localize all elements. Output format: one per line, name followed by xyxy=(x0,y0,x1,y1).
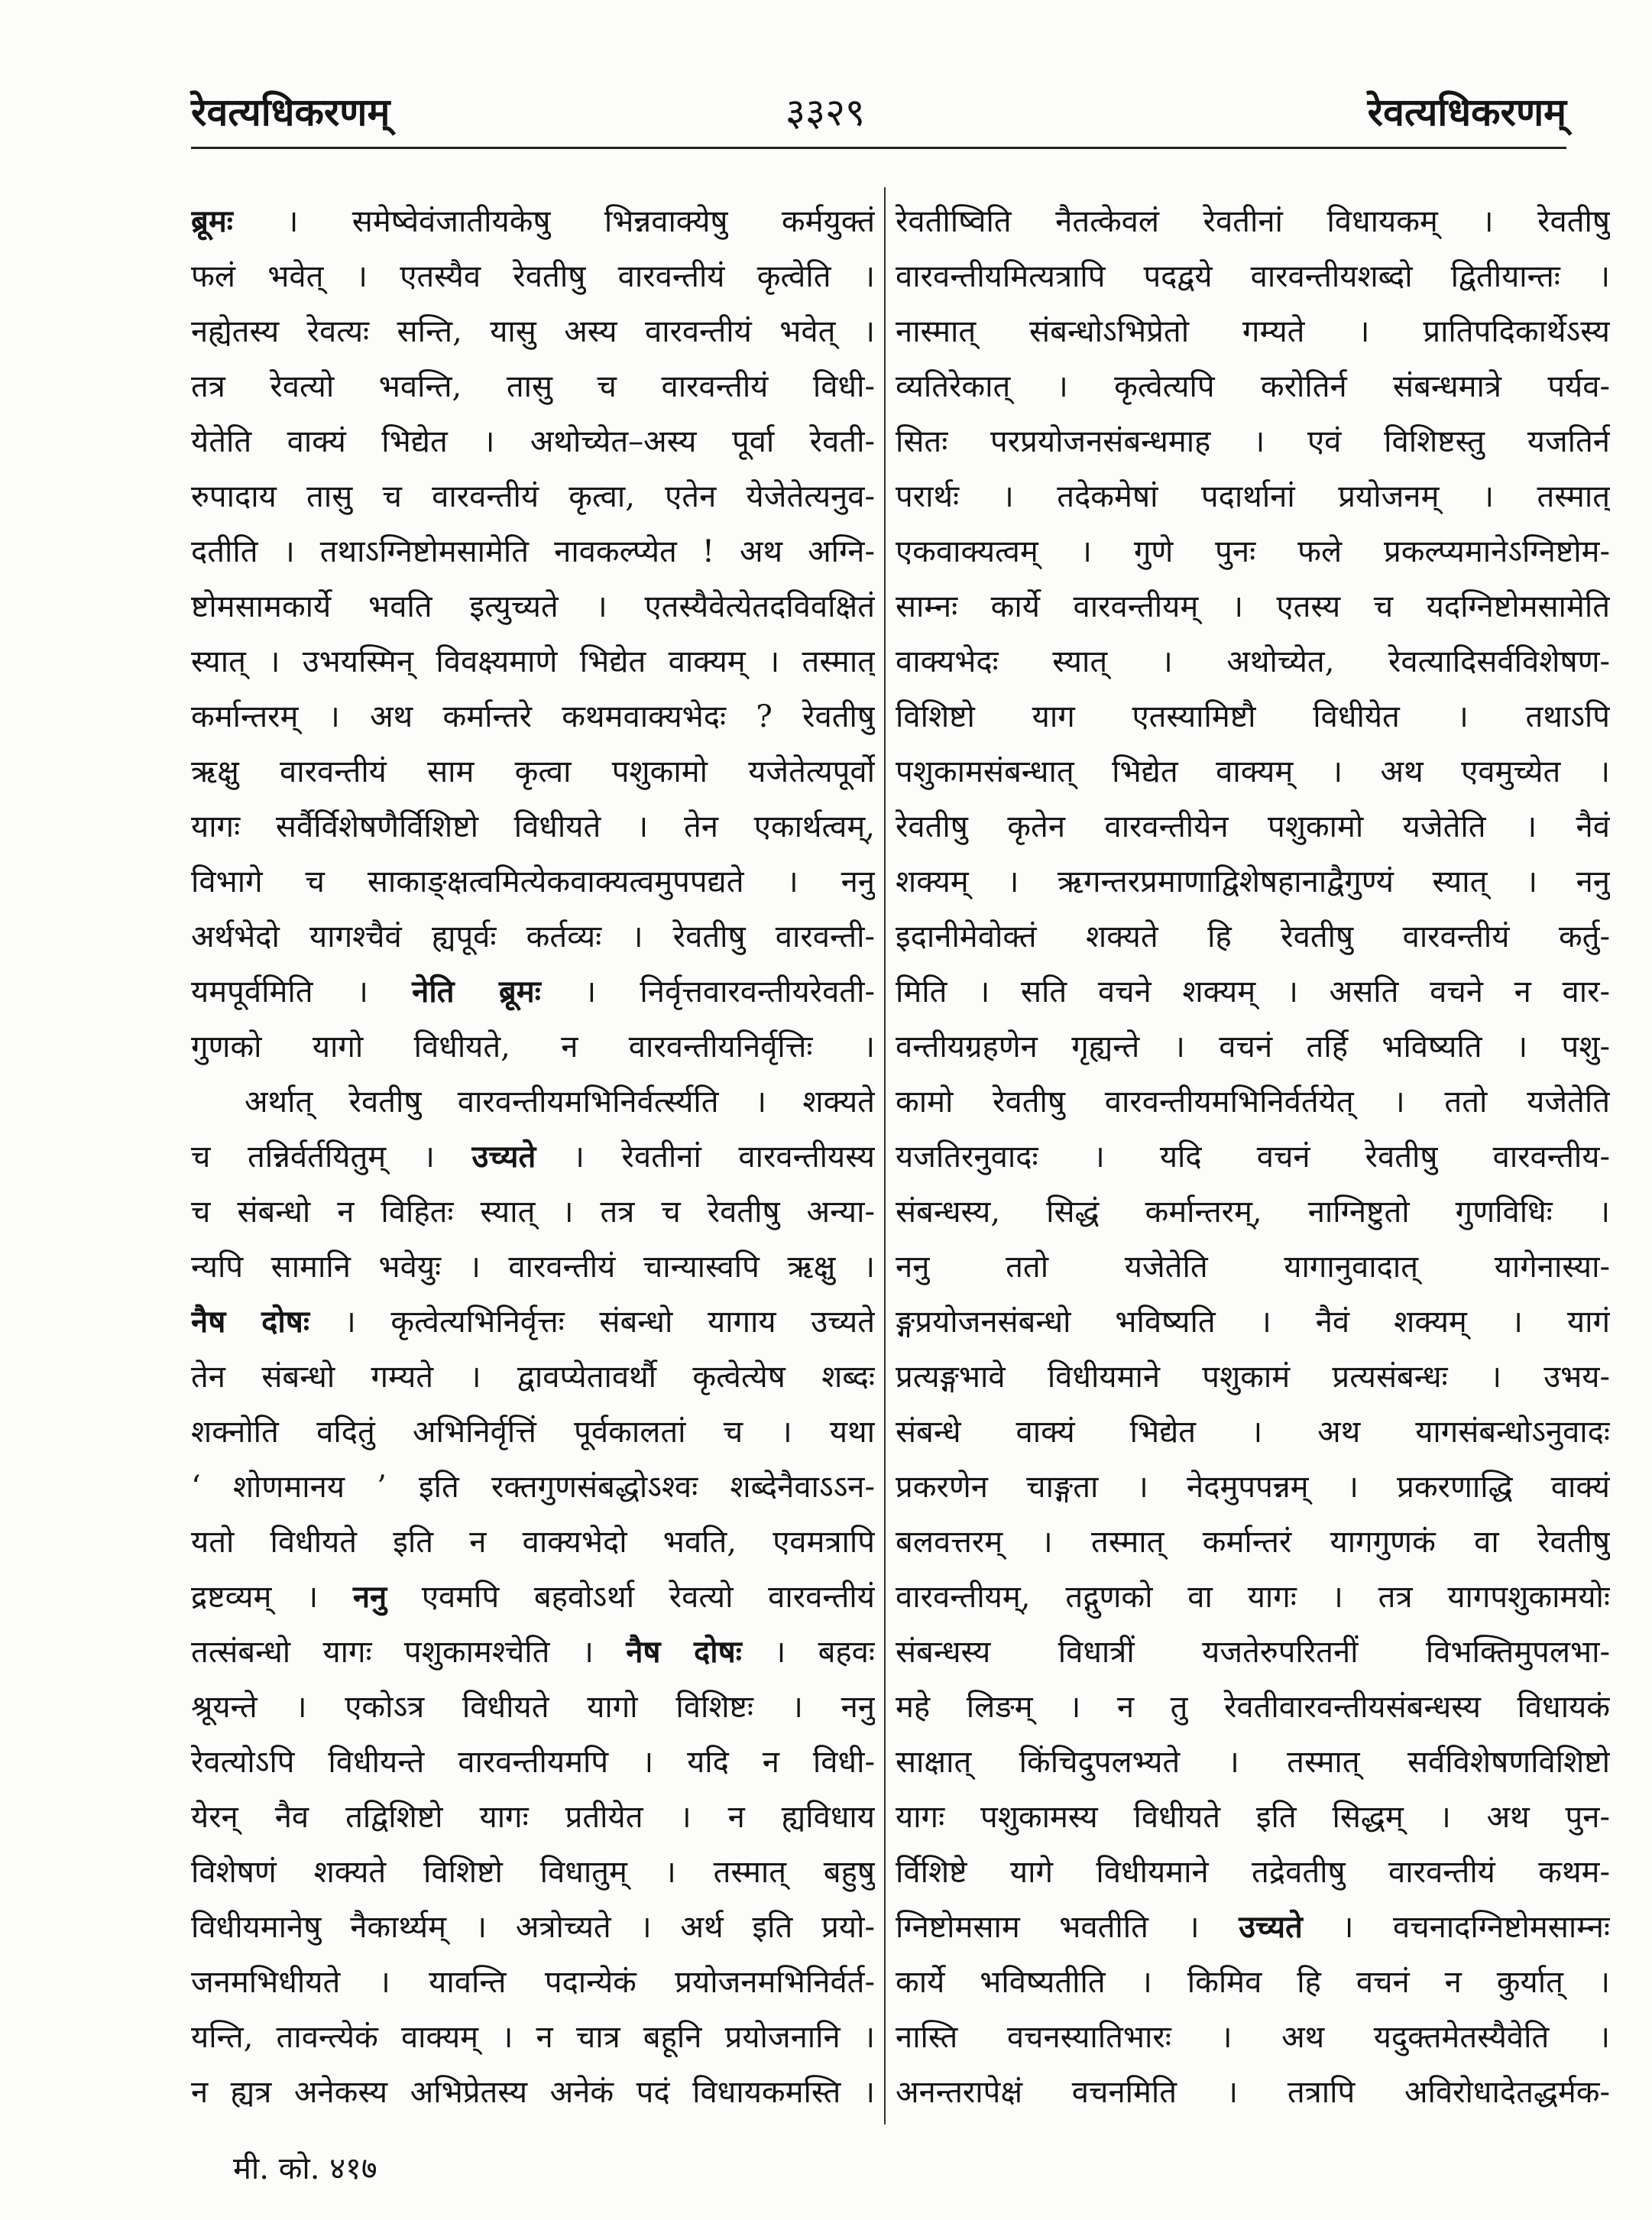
line-text: विधीयमानेषु नैकार्थ्यम् । अत्रोच्यते । अर्थ इति प्रयो- xyxy=(191,1910,875,1945)
line-text: तेन संबन्धो गम्यते । द्वावप्येतावर्थौ कृत्वेत्येष शब्दः xyxy=(191,1360,875,1395)
right-text-line xyxy=(896,1074,1610,1129)
footer-signature: मी. को. ४१७ xyxy=(233,2151,377,2186)
line-text: विभागे च साकाङ्क्षत्वमित्येकवाक्यत्वमुपपद्यते । ननु xyxy=(191,864,875,899)
left-text-line xyxy=(191,1680,875,1735)
line-text: साम्नः कार्ये वारवन्तीयम् । एतस्य च यदग्निष्टोमसामेति xyxy=(896,589,1610,624)
line-text: वाक्यभेदः स्यात् । अथोच्येत, रेवत्यादिसर्वविशेषण- xyxy=(896,644,1610,679)
left-text-line xyxy=(191,1460,875,1515)
line-text: फलं भवेत् । एतस्यैव रेवतीषु वारवन्तीयं कृत्वेति । xyxy=(191,259,875,294)
right-text-line xyxy=(896,469,1610,524)
line-text: रेवत्योऽपि विधीयन्ते वारवन्तीयमपि । यदि न विधी- xyxy=(191,1745,875,1780)
line-text: न ह्यत्र अनेकस्य अभिप्रेतस्य अनेकं पदं विधायकमस्ति । xyxy=(191,2075,875,2110)
left-text-line xyxy=(191,1350,875,1405)
line-text: इदानीमेवोक्तं शक्यते हि रेवतीषु वारवन्तीयं कर्तु- xyxy=(896,919,1610,954)
right-text-line xyxy=(896,1350,1610,1405)
right-text-line xyxy=(896,744,1610,799)
line-text: स्यात् । उभयस्मिन् विवक्ष्यमाणे भिद्येत वाक्यम् । तस्मात् xyxy=(191,644,875,679)
line-text: च संबन्धो न विहितः स्यात् । तत्र च रेवतीषु अन्या- xyxy=(191,1194,875,1230)
line-text: यमपूर्वमिति । xyxy=(191,974,413,1010)
left-text-column xyxy=(191,194,875,2120)
line-text: संबन्धस्य, सिद्धं कर्मान्तरम्, नाग्निष्टुतो गुणविधिः । xyxy=(896,1194,1610,1230)
left-text-line xyxy=(191,469,875,524)
line-text: तत्र रेवत्यो भवन्ति, तासु च वारवन्तीयं विधी- xyxy=(191,369,875,404)
left-text-line xyxy=(191,1185,875,1240)
right-text-line xyxy=(896,524,1610,579)
line-text: व्यतिरेकात् । कृत्वेत्यपि करोतिर्न संबन्धमात्रे पर्यव- xyxy=(896,369,1610,404)
line-text: जनमभिधीयते । यावन्ति पदान्येकं प्रयोजनमभिनिर्वर्त- xyxy=(191,1965,875,2000)
left-text-line xyxy=(191,744,875,799)
left-text-line xyxy=(191,1955,875,2010)
line-text: । निर्वृत्तवारवन्तीयरेवती- xyxy=(540,974,875,1010)
bold-term: नेति ब्रूमः xyxy=(412,974,541,1010)
line-text: यागः पशुकामस्य विधीयते इति सिद्धम् । अथ पुन- xyxy=(896,1800,1610,1835)
line-text: एकवाक्यत्वम् । गुणे पुनः फले प्रकल्प्यमानेऽग्निष्टोम- xyxy=(896,534,1610,569)
left-text-line xyxy=(191,634,875,689)
left-text-line xyxy=(191,1240,875,1295)
page-number: ३३२९ xyxy=(786,90,865,134)
right-text-line xyxy=(896,1295,1610,1350)
left-text-line xyxy=(191,1295,875,1350)
left-text-line xyxy=(191,799,875,854)
left-text-line xyxy=(191,194,875,249)
header-rule xyxy=(191,147,1566,149)
left-text-line xyxy=(191,1515,875,1570)
right-text-line xyxy=(896,304,1610,359)
line-text: अर्थात् रेवतीषु वारवन्तीयमभिनिर्वर्त्स्यति । शक्यते xyxy=(245,1084,875,1120)
left-text-line xyxy=(191,579,875,634)
right-text-line xyxy=(896,634,1610,689)
left-text-line xyxy=(191,689,875,744)
line-text: परार्थः । तदेकमेषां पदार्थानां प्रयोजनम् । तस्मात् xyxy=(896,479,1610,514)
line-text: द्रष्टव्यम् । xyxy=(191,1580,353,1615)
line-text: ग्निष्टोमसाम भवतीति । xyxy=(896,1910,1239,1945)
line-text: रुपादाय तासु च वारवन्तीयं कृत्वा, एतेन येजेतेत्यनुव- xyxy=(191,479,875,514)
line-text: ‘ शोणमानय ’ इति रक्तगुणसंबद्धोऽश्वः शब्देनैवाऽऽन- xyxy=(191,1470,875,1505)
line-text: ङ्गप्रयोजनसंबन्धो भविष्यति । नैवं शक्यम् । यागं xyxy=(896,1304,1610,1340)
right-text-line xyxy=(896,1460,1610,1515)
right-text-line xyxy=(896,799,1610,854)
left-text-line xyxy=(191,1019,875,1074)
left-text-line xyxy=(191,249,875,304)
left-text-line xyxy=(191,1790,875,1845)
right-text-line xyxy=(896,1735,1610,1790)
line-text: गुणको यागो विधीयते, न वारवन्तीयनिर्वृत्तिः । xyxy=(191,1029,875,1065)
line-text: ननु ततो यजेतेति यागानुवादात् यागेनास्या- xyxy=(896,1249,1610,1285)
right-text-line xyxy=(896,1185,1610,1240)
left-text-line xyxy=(191,909,875,964)
left-text-line xyxy=(191,1625,875,1680)
line-text: श्रूयन्ते । एकोऽत्र विधीयते यागो विशिष्टः । ननु xyxy=(191,1690,875,1725)
line-text: । बहवः xyxy=(741,1635,875,1670)
line-text: प्रत्यङ्गभावे विधीयमाने पशुकामं प्रत्यसंबन्धः । उभय- xyxy=(896,1360,1610,1395)
line-text: ष्टोमसामकार्ये भवति इत्युच्यते । एतस्यैवेत्येतदविवक्षितं xyxy=(191,589,875,624)
left-text-line xyxy=(191,964,875,1019)
line-text: कर्मान्तरम् । अथ कर्मान्तरे कथमवाक्यभेदः ? रेवतीषु xyxy=(191,699,875,734)
right-text-line xyxy=(896,689,1610,744)
right-text-line xyxy=(896,1570,1610,1625)
line-text: ऋक्षु वारवन्तीयं साम कृत्वा पशुकामो यजेतेत्यपूर्वो xyxy=(191,754,875,789)
line-text: । रेवतीनां वारवन्तीयस्य xyxy=(536,1139,875,1175)
running-title-right: रेवत्यधिकरणम् xyxy=(1367,89,1566,134)
line-text: मिति । सति वचने शक्यम् । असति वचने न वार- xyxy=(896,974,1610,1010)
line-text: वारवन्तीयमित्यत्रापि पदद्वये वारवन्तीयशब्दो द्वितीयान्तः । xyxy=(896,259,1610,294)
bold-term: उच्यते xyxy=(1239,1909,1303,1945)
left-text-line xyxy=(191,1570,875,1625)
line-text: साक्षात् किंचिदुपलभ्यते । तस्मात् सर्वविशेषणविशिष्टो xyxy=(896,1745,1610,1780)
line-text: शक्नोति वदितुं अभिनिर्वृत्तिं पूर्वकालतां च । यथा xyxy=(191,1415,875,1450)
right-text-line xyxy=(896,1845,1610,1900)
left-text-line xyxy=(191,1735,875,1790)
line-text: संबन्धे वाक्यं भिद्येत । अथ यागसंबन्धोऽनुवादः xyxy=(896,1415,1610,1450)
column-divider xyxy=(884,187,886,2124)
line-text: एवमपि बहवोऽर्था रेवत्यो वारवन्तीयं xyxy=(387,1580,875,1615)
left-text-line xyxy=(191,1074,875,1129)
bold-term: नैष दोषः xyxy=(191,1304,309,1340)
line-text: कार्ये भविष्यतीति । किमिव हि वचनं न कुर्यात् । xyxy=(896,1965,1610,2000)
left-text-line xyxy=(191,1845,875,1900)
right-text-line xyxy=(896,359,1610,414)
right-text-line xyxy=(896,249,1610,304)
bold-term: ननु xyxy=(352,1579,387,1615)
right-text-line xyxy=(896,909,1610,964)
line-text: । वचनादग्निष्टोमसाम्नः xyxy=(1302,1910,1610,1945)
line-text: महे लिङम् । न तु रेवतीवारवन्तीयसंबन्धस्य विधायकं xyxy=(896,1690,1610,1725)
line-text: शक्यम् । ऋगन्तरप्रमाणाद्विशेषहानाद्वैगुण्यं स्यात् । ननु xyxy=(896,864,1610,899)
bold-term: ब्रूमः xyxy=(191,203,233,239)
left-text-line xyxy=(191,304,875,359)
line-text: येरन् नैव तद्विशिष्टो यागः प्रतीयेत । न ह्यविधाय xyxy=(191,1800,875,1835)
left-text-line xyxy=(191,414,875,469)
right-text-line xyxy=(896,2010,1610,2065)
left-text-line xyxy=(191,2065,875,2120)
right-text-column xyxy=(896,194,1610,2120)
line-text: विशेषणं शक्यते विशिष्टो विधातुम् । तस्मात् बहुषु xyxy=(191,1855,875,1890)
right-text-line xyxy=(896,1955,1610,2010)
right-text-line xyxy=(896,1515,1610,1570)
line-text: नास्ति वचनस्यातिभारः । अथ यदुक्तमेतस्यैवेति । xyxy=(896,2020,1610,2055)
left-text-line xyxy=(191,1900,875,1955)
right-text-line xyxy=(896,579,1610,634)
right-text-line xyxy=(896,854,1610,909)
left-text-line xyxy=(191,854,875,909)
line-text: यन्ति, तावन्त्येकं वाक्यम् । न चात्र बहूनि प्रयोजनानि । xyxy=(191,2020,875,2055)
line-text: यागः सर्वैर्विशेषणैर्विशिष्टो विधीयते । तेन एकार्थत्वम्, xyxy=(191,809,875,844)
line-text: पशुकामसंबन्धात् भिद्येत वाक्यम् । अथ एवमुच्येत । xyxy=(896,754,1610,789)
line-text: च तन्निर्वर्तयितुम् । xyxy=(191,1139,472,1175)
line-text: यजतिरनुवादः । यदि वचनं रेवतीषु वारवन्तीय- xyxy=(896,1139,1610,1175)
line-text: सितः परप्रयोजनसंबन्धमाह । एवं विशिष्टस्तु यजतिर्न xyxy=(896,424,1610,459)
right-text-line xyxy=(896,1625,1610,1680)
right-text-line xyxy=(896,194,1610,249)
line-text: नास्मात् संबन्धोऽभिप्रेतो गम्यते । प्रातिपदिकार्थेऽस्य xyxy=(896,314,1610,349)
line-text: संबन्धस्य विधात्रीं यजतेरुपरितनीं विभक्तिमुपलभा- xyxy=(896,1635,1610,1670)
right-text-line xyxy=(896,1790,1610,1845)
left-text-line xyxy=(191,1405,875,1460)
right-text-line xyxy=(896,1680,1610,1735)
line-text: र्विशिष्टे यागे विधीयमाने तद्रेवतीषु वारवन्तीयं कथम- xyxy=(896,1855,1610,1890)
right-text-line xyxy=(896,1240,1610,1295)
line-text: । समेष्वेवंजातीयकेषु भिन्नवाक्येषु कर्मयुक्तं xyxy=(232,204,875,239)
bold-term: नैष दोषः xyxy=(626,1634,742,1670)
right-text-line xyxy=(896,1405,1610,1460)
line-text: येतेति वाक्यं भिद्येत । अथोच्येत–अस्य पूर्वा रेवती- xyxy=(191,424,875,459)
line-text: प्रकरणेन चाङ्गता । नेदमुपपन्नम् । प्रकरणाद्धि वाक्यं xyxy=(896,1470,1610,1505)
right-text-line xyxy=(896,1019,1610,1074)
right-text-line xyxy=(896,964,1610,1019)
left-text-line xyxy=(191,359,875,414)
line-text: यतो विधीयते इति न वाक्यभेदो भवति, एवमत्रापि xyxy=(191,1525,875,1560)
line-text: रेवतीष्विति नैतत्केवलं रेवतीनां विधायकम् । रेवतीषु xyxy=(896,204,1610,239)
line-text: दतीति । तथाऽग्निष्टोमसामेति नावकल्प्येत ! अथ अग्नि- xyxy=(191,534,875,569)
right-text-line xyxy=(896,414,1610,469)
line-text: रेवतीषु कृतेन वारवन्तीयेन पशुकामो यजेतेति । नैवं xyxy=(896,809,1610,844)
line-text: । कृत्वेत्यभिनिर्वृत्तः संबन्धो यागाय उच्यते xyxy=(309,1304,875,1340)
page-header xyxy=(0,0,1652,153)
line-text: न्यपि सामानि भवेयुः । वारवन्तीयं चान्यास्वपि ऋक्षु । xyxy=(191,1249,875,1285)
line-text: अर्थभेदो यागश्चैवं ह्यपूर्वः कर्तव्यः । रेवतीषु वारवन्ती- xyxy=(191,919,875,954)
line-text: कामो रेवतीषु वारवन्तीयमभिनिर्वर्तयेत् । ततो यजेतेति xyxy=(896,1084,1610,1120)
right-text-line xyxy=(896,1900,1610,1955)
line-text: वारवन्तीयम्, तद्गुणको वा यागः । तत्र यागपशुकामयोः xyxy=(896,1580,1610,1615)
line-text: नह्येतस्य रेवत्यः सन्ति, यासु अस्य वारवन्तीयं भवेत् । xyxy=(191,314,875,349)
left-text-line xyxy=(191,2010,875,2065)
bold-term: उच्यते xyxy=(471,1139,536,1175)
right-text-line xyxy=(896,2065,1610,2120)
line-text: बलवत्तरम् । तस्मात् कर्मान्तरं यागगुणकं वा रेवतीषु xyxy=(896,1525,1610,1560)
line-text: विशिष्टो याग एतस्यामिष्टौ विधीयेत । तथाऽपि xyxy=(896,699,1610,734)
running-title-left: रेवत्यधिकरणम् xyxy=(191,89,390,134)
left-text-line xyxy=(191,524,875,579)
line-text: तत्संबन्धो यागः पशुकामश्चेति । xyxy=(191,1635,627,1670)
line-text: वन्तीयग्रहणेन गृह्यन्ते । वचनं तर्हि भविष्यति । पशु- xyxy=(896,1029,1610,1065)
right-text-line xyxy=(896,1129,1610,1185)
left-text-line xyxy=(191,1129,875,1185)
line-text: अनन्तरापेक्षं वचनमिति । तत्रापि अविरोधादेतद्धर्मक- xyxy=(896,2075,1610,2110)
